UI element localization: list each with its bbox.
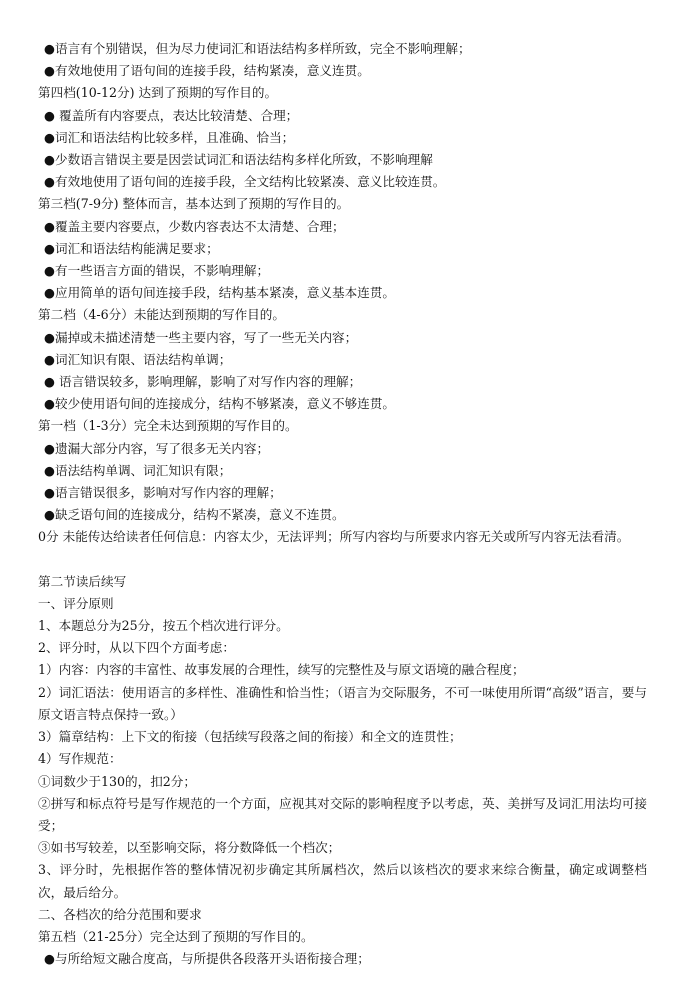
blank-line	[38, 549, 647, 571]
text-line: ②拼写和标点符号是写作规范的一个方面，应视其对交际的影响程度予以考虑，英、美拼写及词汇用法均可接受；	[38, 795, 647, 833]
text-line: 一、评分原则	[38, 595, 114, 611]
text-line: ●有一些语言方面的错误，不影响理解；	[44, 263, 270, 279]
text-line: 第四档(10-12分) 达到了预期的写作目的。	[38, 85, 278, 101]
text-line: 二、各档次的给分范围和要求	[38, 906, 202, 922]
text-line: ●有效地使用了语句间的连接手段，结构紧凑，意义连贯。	[44, 63, 370, 79]
text-line: 0分 未能传达给读者任何信息：内容太少，无法评判；所写内容均与所要求内容无关或所写内容无法看清。	[38, 529, 630, 545]
text-line: 3）篇章结构：上下文的衔接（包括续写段落之间的衔接）和全文的连贯性；	[38, 729, 462, 745]
text-line: 第二档（4-6分）未能达到预期的写作目的。	[38, 307, 285, 323]
text-line: 第一档（1-3分）完全未达到预期的写作目的。	[38, 418, 298, 434]
text-line: ●语法结构单调、词汇知识有限；	[44, 462, 232, 478]
text-line: ●有效地使用了语句间的连接手段，全文结构比较紧凑、意义比较连贯。	[44, 174, 446, 190]
text-line: ●语言有个别错误，但为尽力使词汇和语法结构多样所致，完全不影响理解；	[44, 41, 471, 56]
text-line: ●词汇知识有限、语法结构单调；	[44, 351, 232, 367]
text-line: ●覆盖主要内容要点，少数内容表达不太清楚、合理；	[44, 218, 345, 234]
text-line: ①词数少于130的，扣2分；	[38, 773, 196, 789]
text-line: ●缺乏语句间的连接成分，结构不紧凑，意义不连贯。	[44, 507, 345, 523]
text-line: ●漏掉或未描述清楚一些主要内容，写了一些无关内容；	[44, 329, 358, 345]
text-line: ●与所给短文融合度高，与所提供各段落开头语衔接合理；	[44, 951, 370, 967]
text-line: ●遗漏大部分内容，写了很多无关内容；	[44, 440, 270, 456]
text-line: ● 语言错误较多，影响理解，影响了对写作内容的理解；	[44, 374, 362, 390]
text-line: ●较少使用语句间的连接成分，结构不够紧凑，意义不够连贯。	[44, 396, 396, 412]
text-line: 3、评分时，先根据作答的整体情况初步确定其所属档次，然后以该档次的要求来综合衡量，确定或调整档次，最后给分。	[38, 862, 647, 900]
text-line: 1）内容：内容的丰富性、故事发展的合理性，续写的完整性及与原文语境的融合程度；	[38, 662, 525, 678]
text-line: 1、本题总分为25分，按五个档次进行评分。	[38, 618, 289, 634]
text-line: ③如书写较差，以至影响交际，将分数降低一个档次；	[38, 840, 341, 856]
text-line: 第三档(7-9分) 整体而言，基本达到了预期的写作目的。	[38, 196, 350, 212]
text-line: ●应用简单的语句间连接手段，结构基本紧凑，意义基本连贯。	[44, 285, 396, 301]
text-line: ●词汇和语法结构能满足要求；	[44, 240, 219, 256]
text-line: ●词汇和语法结构比较多样，且准确、恰当；	[44, 129, 295, 145]
text-line: ● 覆盖所有内容要点，表达比较清楚、合理；	[44, 107, 299, 123]
text-line: ●少数语言错误主要是因尝试词汇和语法结构多样化所致，不影响理解	[44, 152, 433, 168]
text-line: 第二节读后续写	[38, 573, 127, 589]
text-line: 2、评分时，从以下四个方面考虑：	[38, 640, 235, 656]
text-line: 4）写作规范：	[38, 751, 122, 767]
text-line: ●语言错误很多，影响对写作内容的理解；	[44, 485, 282, 501]
text-line: 第五档（21-25分）完全达到了预期的写作目的。	[38, 928, 314, 944]
text-line: 2）词汇语法：使用语言的多样性、准确性和恰当性；（语言为交际服务，不可一味使用所谓“高级”语言，要与原文语言特点保持一致。）	[38, 684, 647, 722]
